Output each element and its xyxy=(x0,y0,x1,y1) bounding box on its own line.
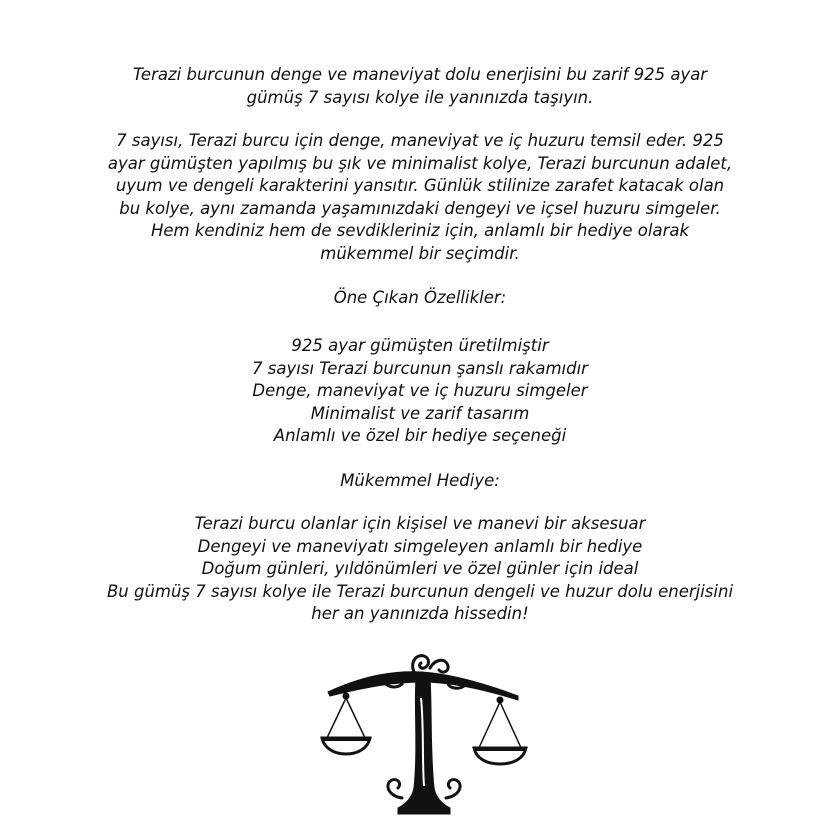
description-line: Hem kendiniz hem de sevdikleriniz için, anlamlı bir hediye olarak xyxy=(150,221,690,240)
intro-line: Terazi burcunun denge ve maneviyat dolu enerjisini bu zarif 925 ayar xyxy=(132,65,708,84)
gift-item: Bu gümüş 7 sayısı kolye ile Terazi burcunun dengeli ve huzur dolu enerjisini xyxy=(106,581,734,601)
gift-list xyxy=(70,513,770,626)
gift-item: Dengeyi ve maneviyatı simgeleyen anlamlı bir hediye xyxy=(197,536,643,556)
feature-item: 925 ayar gümüşten üretilmiştir xyxy=(291,336,549,355)
features-heading xyxy=(70,287,770,310)
gift-item: Doğum günleri, yıldönümleri ve özel günler için ideal xyxy=(201,559,639,578)
description-line: 7 sayısı, Terazi burcu için denge, maneviyat ve iç huzuru temsil eder. 925 xyxy=(116,131,724,150)
feature-item: Minimalist ve zarif tasarım xyxy=(310,403,530,423)
intro-line: gümüş 7 sayısı kolye ile yanınızda taşıyın. xyxy=(246,87,594,107)
gift-heading xyxy=(70,470,770,493)
gift-heading-text: Mükemmel Hediye: xyxy=(340,471,500,490)
feature-item: Anlamlı ve özel bir hediye seçeneği xyxy=(273,426,567,445)
gift-item: her an yanınızda hissedin! xyxy=(311,604,529,623)
description-line: uyum ve dengeli karakterini yansıtır. Günlük stilinize zarafet katacak olan xyxy=(115,176,725,195)
intro-paragraph xyxy=(70,64,770,109)
feature-item: 7 sayısı Terazi burcunun şanslı rakamıdır xyxy=(252,358,588,378)
feature-item: Denge, maneviyat ve iç huzuru simgeler xyxy=(252,381,588,400)
features-heading-text: Öne Çıkan Özellikler: xyxy=(333,288,507,307)
description-line: ayar gümüşten yapılmış bu şık ve minimalist kolye, Terazi burcunun adalet, xyxy=(107,153,733,173)
description-line: mükemmel bir seçimdir. xyxy=(320,243,520,263)
libra-scales-icon xyxy=(318,648,530,828)
description-line: bu kolye, aynı zamanda yaşamınızdaki dengeyi ve içsel huzuru simgeler. xyxy=(119,198,721,218)
gift-item: Terazi burcu olanlar için kişisel ve manevi bir aksesuar xyxy=(194,514,646,533)
features-list xyxy=(70,335,770,448)
description-paragraph xyxy=(70,130,770,265)
